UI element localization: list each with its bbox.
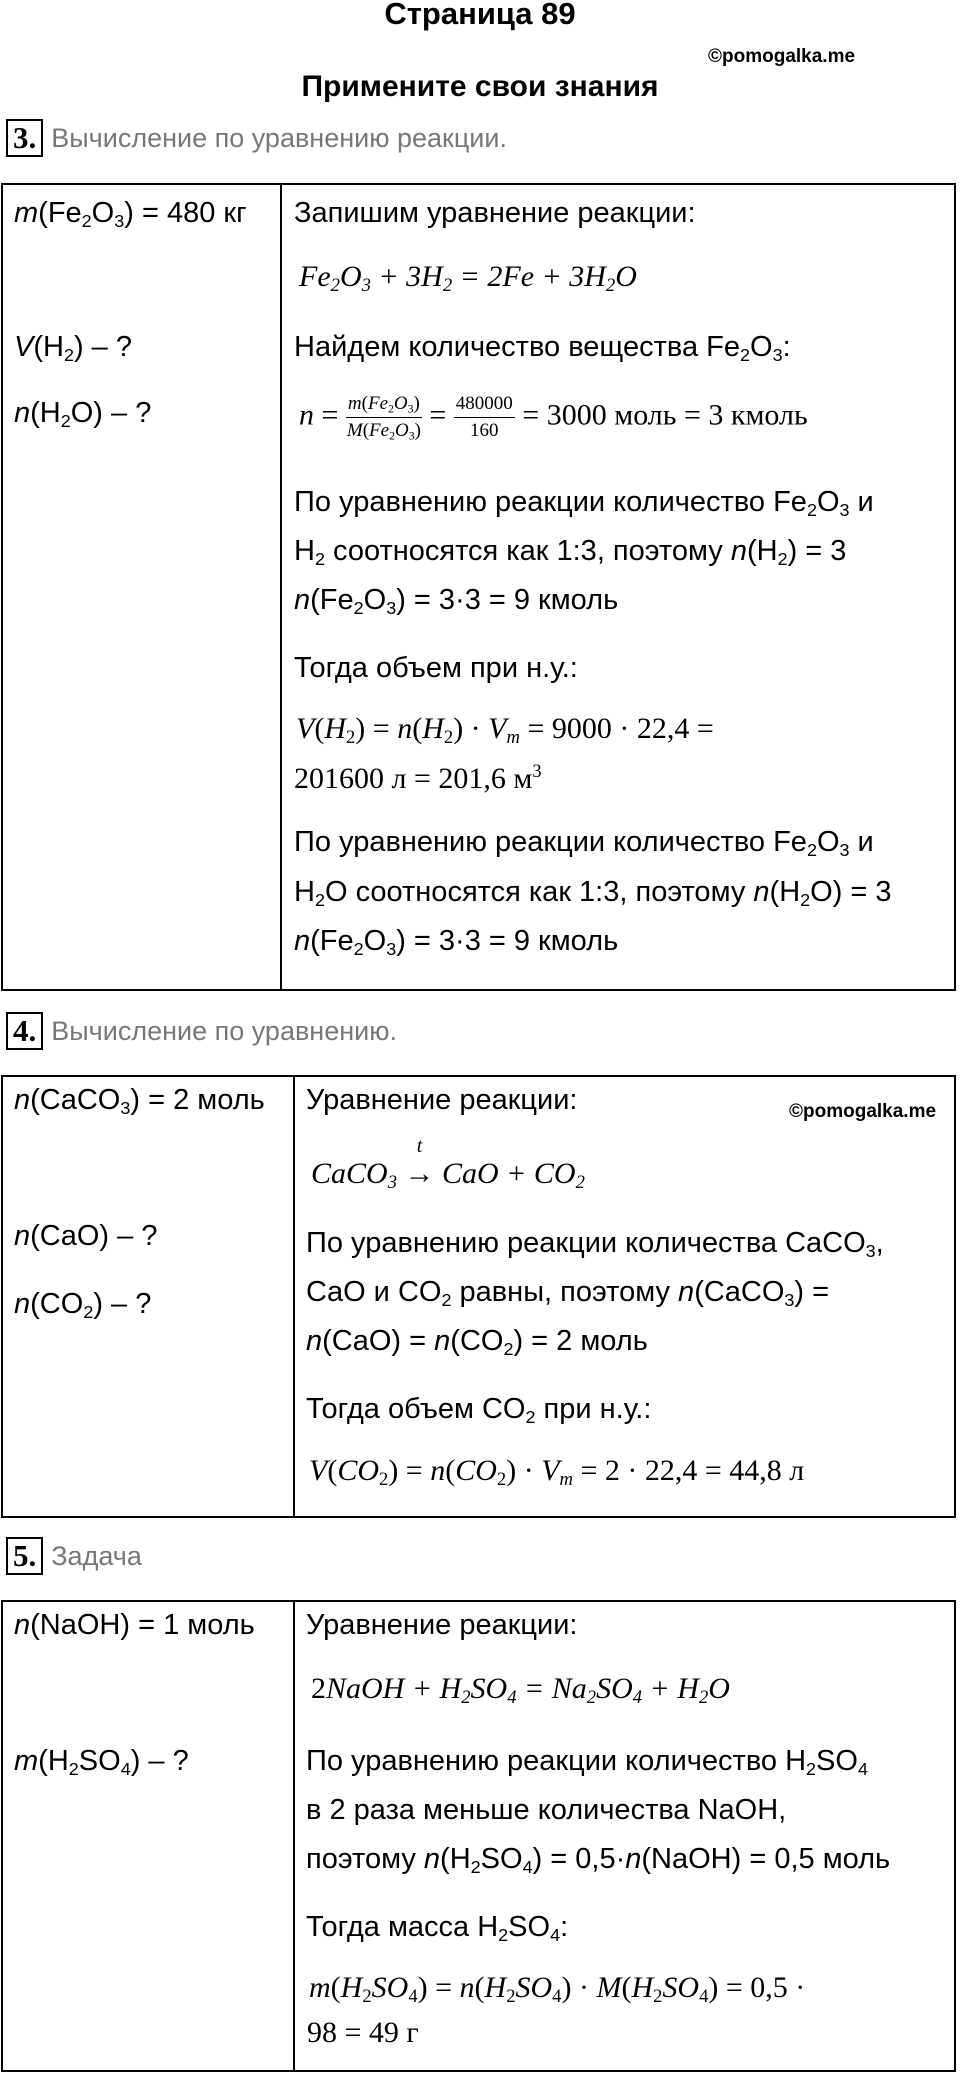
given-amount-naoh: n(NaOH) = 1 моль bbox=[14, 1609, 255, 1641]
watermark: ©pomogalka.me bbox=[708, 46, 856, 67]
given-amount-cao: n(CaO) – ? bbox=[14, 1220, 158, 1252]
given-amount-h2o: $n(H_2O)$ – ? bbox=[14, 397, 152, 432]
page-title: Страница 89 bbox=[384, 0, 576, 31]
column-divider bbox=[293, 1602, 295, 2070]
reaction-equation: $Fe_2O_3 + 3H_2 = 2Fe + 3H_2O$ bbox=[299, 260, 637, 297]
solution-line: Уравнение реакции: bbox=[306, 1084, 578, 1116]
solution-line: $n(Fe_2O_3) = 3\cdot 3 = 9$ кмоль bbox=[294, 925, 619, 960]
task-number: 3. bbox=[6, 119, 43, 157]
task-4-header bbox=[6, 1012, 397, 1050]
volume-formula: $V(H_2) = n(H_2) \cdot V_m = 9000 \cdot 22,4$ = bbox=[296, 712, 714, 749]
mass-formula-cont: 98 = 49 г bbox=[307, 2016, 419, 2049]
given-volume-h2: $V(H_2)$ – ? bbox=[14, 331, 132, 366]
solution-line: $n(CaO) = n(CO_2) = 2$ моль bbox=[306, 1325, 648, 1360]
mass-formula: $m(H_2SO_4) = n(H_2SO_4) \cdot M(H_2SO_4) = 0,5$ · bbox=[309, 1971, 806, 2008]
given-amount-caco3: n(CaCO$_3$) = 2 моль bbox=[14, 1084, 265, 1119]
task-4-table bbox=[1, 1075, 956, 1518]
task-5-header bbox=[6, 1537, 142, 1575]
amount-formula: n = $\frac{m(Fe_2O_3)}{M(Fe_2O_3)}$ = $\frac{480000}{160}$ = 3000 моль = 3 кмоль bbox=[299, 393, 808, 443]
solution-line: Уравнение реакции: bbox=[306, 1609, 578, 1641]
task-number: 4. bbox=[6, 1012, 43, 1050]
solution-line: Тогда масса $H_2SO_4$: bbox=[306, 1911, 569, 1946]
solution-line: CaO и $CO_2$ равны, поэтому n(CaCO$_3$) = bbox=[306, 1276, 830, 1311]
given-mass-fe2o3: $m(Fe_2O_3) = 480$ кг bbox=[14, 197, 247, 232]
reaction-equation: CaCO$_3$ t → CaO + $CO_2$ bbox=[311, 1135, 585, 1194]
task-3-header bbox=[6, 119, 507, 157]
solution-line: По уравнению реакции количество $H_2SO_4$ bbox=[306, 1745, 868, 1780]
solution-line: $H_2O$ соотносятся как 1:3, поэтому $n(H_2O) = 3$ bbox=[294, 876, 892, 911]
task-title: Вычисление по уравнению реакции. bbox=[51, 122, 507, 153]
solution-line: в 2 раза меньше количества NaOH, bbox=[306, 1794, 787, 1826]
reaction-equation: 2NaOH + $H_2SO_4 = Na_2SO_4 + H_2O$ bbox=[311, 1672, 730, 1709]
given-amount-co2: $n(CO_2)$ – ? bbox=[14, 1288, 152, 1323]
task-title: Задача bbox=[51, 1540, 142, 1571]
solution-line: По уравнению реакции количество $Fe_2O_3$ и bbox=[294, 486, 874, 521]
volume-formula: $V(CO_2) = n(CO_2) \cdot V_m = 2 \cdot 22,4 = 44,8$ л bbox=[309, 1454, 805, 1491]
task-3-table bbox=[1, 183, 956, 991]
task-title: Вычисление по уравнению. bbox=[51, 1015, 397, 1046]
solution-line: По уравнению реакции количества CaCO$_3$, bbox=[306, 1227, 884, 1262]
solution-line: Найдем количество вещества $Fe_2O_3$: bbox=[294, 331, 791, 366]
task-5-table bbox=[1, 1600, 956, 2072]
column-divider bbox=[280, 185, 282, 989]
solution-line: По уравнению реакции количество $Fe_2O_3$ и bbox=[294, 826, 874, 861]
task-number: 5. bbox=[6, 1537, 43, 1575]
given-mass-h2so4: $m(H_2SO_4)$ – ? bbox=[14, 1745, 189, 1780]
solution-line: $n(Fe_2O_3) = 3\cdot 3 = 9$ кмоль bbox=[294, 584, 619, 619]
solution-line: Тогда объем при н.у.: bbox=[294, 652, 578, 684]
solution-line: Запишим уравнение реакции: bbox=[294, 197, 696, 229]
solution-line: поэтому $n(H_2SO_4)$ = 0,5·n(NaOH) = 0,5 моль bbox=[306, 1843, 891, 1878]
section-title: Примените свои знания bbox=[301, 70, 659, 103]
volume-formula-cont: 201600 л = 201,6 $м^3$ bbox=[294, 760, 542, 795]
solution-line: $H_2$ соотносятся как 1:3, поэтому $n(H_2) = 3$ bbox=[294, 535, 847, 570]
solution-line: Тогда объем $CO_2$ при н.у.: bbox=[306, 1393, 652, 1428]
column-divider bbox=[293, 1077, 295, 1516]
watermark: ©pomogalka.me bbox=[789, 1101, 937, 1122]
